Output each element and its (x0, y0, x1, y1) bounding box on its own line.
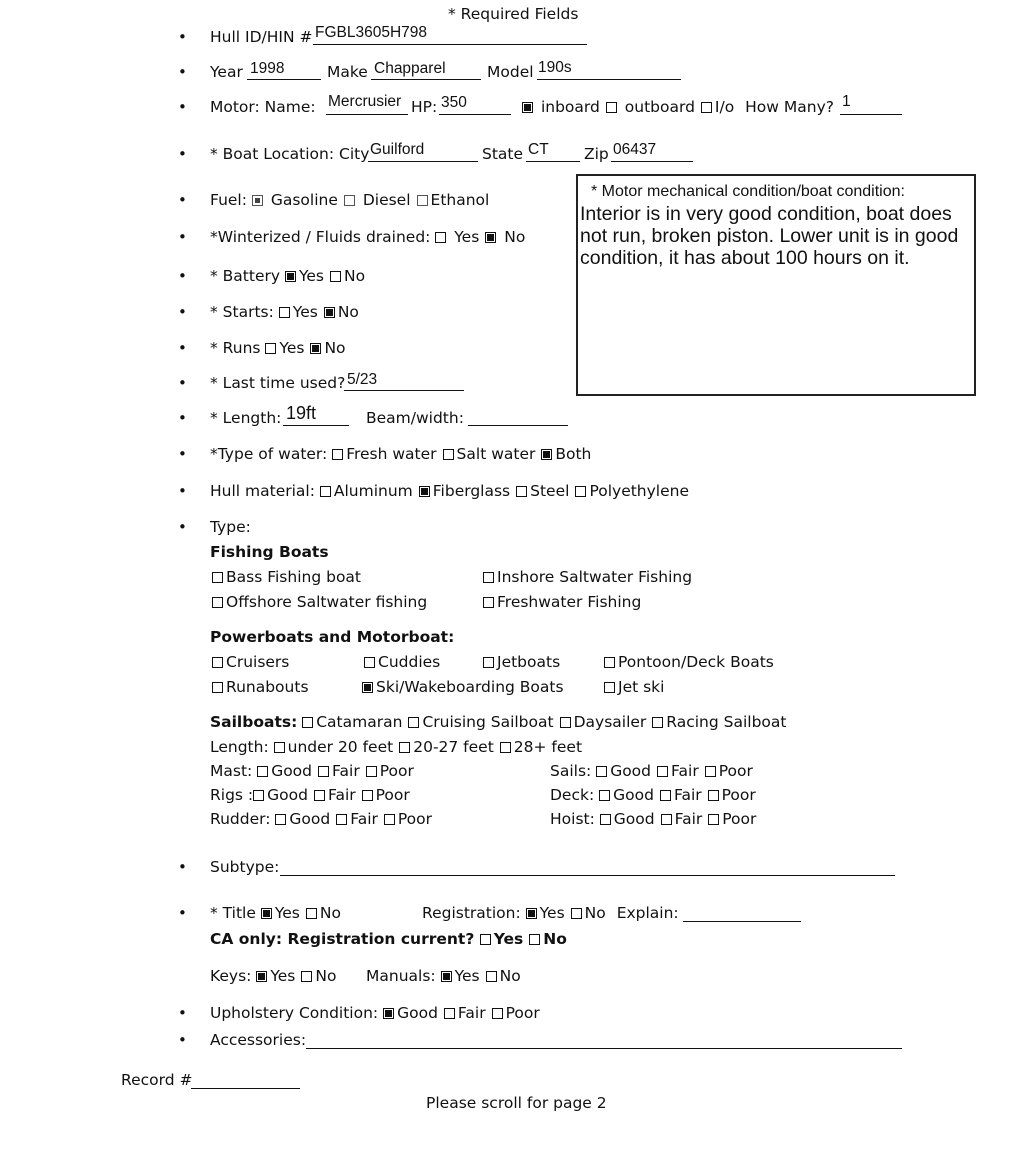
model-label: Model (487, 63, 534, 81)
last-used-value[interactable]: 5/23 (347, 371, 378, 388)
checkbox-polyethylene[interactable] (575, 486, 586, 497)
option-keys-yes[interactable]: Yes (256, 967, 295, 985)
option-winterized-yes[interactable]: Yes (435, 228, 479, 246)
checkbox-keys-no[interactable] (301, 971, 312, 982)
option-runs-no[interactable]: No (310, 339, 345, 357)
registration-row: Registration: Yes No Explain: (422, 904, 679, 922)
make-value[interactable]: Chapparel (374, 60, 446, 77)
checkbox-catamaran[interactable] (302, 717, 313, 728)
condition-box-heading: * Motor mechanical condition/boat condition: (591, 183, 905, 200)
keys-row: Keys: Yes No (210, 967, 337, 985)
motor-type-options (522, 98, 834, 116)
bullet: • (178, 482, 187, 500)
beam-label: Beam/width: (366, 409, 464, 427)
option-starts-yes[interactable]: Yes (279, 303, 318, 321)
length-value[interactable]: 19ft (286, 403, 317, 423)
hull-id-line (313, 44, 587, 45)
bullet: • (178, 303, 187, 321)
fishing-heading: Fishing Boats (210, 543, 329, 561)
last-used-label: * Last time used? (210, 374, 346, 392)
checkbox-manuals-no[interactable] (486, 971, 497, 982)
checkbox-runs-yes[interactable] (265, 343, 276, 354)
option-battery-no[interactable]: No (330, 267, 365, 285)
accessories-label: Accessories: (210, 1031, 307, 1049)
zip-label: Zip (584, 145, 609, 163)
checkbox-hoist-good[interactable] (600, 814, 611, 825)
checkbox-steel[interactable] (516, 486, 527, 497)
checkbox-rudder-poor[interactable] (384, 814, 395, 825)
zip-value[interactable]: 06437 (613, 141, 657, 158)
checkbox-cruising-sailboat[interactable] (408, 717, 419, 728)
option-daysailer[interactable]: Daysailer (560, 713, 647, 731)
bullet: • (178, 374, 187, 392)
checkbox-pontoon[interactable] (604, 657, 615, 668)
checkbox-ethanol[interactable] (417, 195, 428, 206)
make-label: Make (327, 63, 368, 81)
option-winterized-no[interactable]: No (485, 228, 525, 246)
checkbox-jet-ski[interactable] (604, 682, 615, 693)
option-manuals-no[interactable]: No (486, 967, 521, 985)
checkbox-rigs-good[interactable] (253, 790, 264, 801)
checkbox-upholstery-poor[interactable] (492, 1008, 503, 1019)
power-heading: Powerboats and Motorboat: (210, 628, 455, 646)
checkbox-ca-yes[interactable] (480, 934, 491, 945)
checkbox-freshwater-fishing[interactable] (483, 597, 494, 608)
checkbox-fresh-water[interactable] (332, 449, 343, 460)
option-20-27[interactable]: 20-27 feet (399, 738, 494, 756)
bullet: • (178, 98, 187, 116)
motor-name-label: Motor: Name: (210, 98, 316, 116)
hp-value[interactable]: 350 (441, 94, 467, 111)
checkbox-manuals-yes[interactable] (441, 971, 452, 982)
how-many-label: How Many? (745, 98, 834, 116)
condition-rudder: Rudder: Good Fair Poor (210, 810, 433, 828)
option-upholstery-fair[interactable]: Fair (444, 1004, 486, 1022)
checkbox-deck-good[interactable] (599, 790, 610, 801)
option-both[interactable]: Both (541, 445, 591, 463)
sailboats-row: Sailboats: Catamaran Cruising Sailboat Daysailer Racing Sailboat (210, 713, 787, 731)
checkbox-sails-fair[interactable] (657, 766, 668, 777)
hp-line (439, 114, 511, 115)
bullet: • (178, 63, 187, 81)
power-option[interactable]: Jetboats (483, 653, 560, 671)
option-outboard[interactable]: outboard (606, 98, 695, 116)
bullet: • (178, 339, 187, 357)
checkbox-keys-yes[interactable] (256, 971, 267, 982)
checkbox-both[interactable] (541, 449, 552, 460)
bullet: • (178, 267, 187, 285)
state-line (526, 161, 580, 162)
checkbox-under-20[interactable] (274, 742, 285, 753)
model-line (537, 79, 681, 80)
manuals-row: Manuals: Yes No (366, 967, 521, 985)
ca-only-row: CA only: Registration current? Yes No (210, 930, 567, 948)
fishing-option[interactable]: Bass Fishing boat (212, 568, 361, 586)
option-io[interactable]: I/o (701, 98, 734, 116)
zip-line (611, 161, 693, 162)
state-label: State (482, 145, 524, 163)
hp-label: HP: (411, 98, 438, 116)
fishing-option[interactable]: Inshore Saltwater Fishing (483, 568, 692, 586)
option-gasoline[interactable]: Gasoline (252, 191, 338, 209)
checkbox-hoist-poor[interactable] (708, 814, 719, 825)
scroll-note: Please scroll for page 2 (426, 1094, 607, 1112)
power-option[interactable]: Jet ski (604, 678, 664, 696)
length-line (283, 425, 349, 426)
checkbox-20-27[interactable] (399, 742, 410, 753)
bullet: • (178, 145, 187, 163)
record-label: Record # (121, 1071, 193, 1089)
checkbox-racing-sailboat[interactable] (652, 717, 663, 728)
checkbox-upholstery-fair[interactable] (444, 1008, 455, 1019)
sail-length-row: Length: under 20 feet 20-27 feet 28+ feet (210, 738, 583, 756)
condition-sails: Sails: Good Fair Poor (550, 762, 753, 780)
checkbox-diesel[interactable] (344, 195, 355, 206)
checkbox-ca-no[interactable] (529, 934, 540, 945)
option-salt-water[interactable]: Salt water (443, 445, 536, 463)
option-diesel[interactable]: Diesel (344, 191, 411, 209)
option-runs-yes[interactable]: Yes (265, 339, 304, 357)
subtype-line (280, 875, 895, 876)
bullet: • (178, 409, 187, 427)
year-line (247, 79, 321, 80)
checkbox-winterized-yes[interactable] (435, 232, 446, 243)
hull-material-row: Hull material: Aluminum Fiberglass Steel Polyethylene (210, 482, 690, 500)
option-starts-no[interactable]: No (324, 303, 359, 321)
checkbox-battery-no[interactable] (330, 271, 341, 282)
checkbox-rudder-fair[interactable] (336, 814, 347, 825)
option-registration-yes[interactable]: Yes (526, 904, 565, 922)
option-fresh-water[interactable]: Fresh water (332, 445, 436, 463)
checkbox-title-no[interactable] (306, 908, 317, 919)
option-ca-no[interactable]: No (529, 930, 567, 948)
checkbox-starts-yes[interactable] (279, 307, 290, 318)
bullet: • (178, 1004, 187, 1022)
checkbox-sails-good[interactable] (596, 766, 607, 777)
checkbox-fiberglass[interactable] (419, 486, 430, 497)
how-many-line (840, 114, 902, 115)
power-option[interactable]: Pontoon/Deck Boats (604, 653, 774, 671)
checkbox-winterized-no[interactable] (485, 232, 496, 243)
required-fields-note: * Required Fields (448, 5, 579, 23)
year-label: Year (210, 63, 243, 81)
option-polyethylene[interactable]: Polyethylene (575, 482, 689, 500)
last-used-line (344, 390, 464, 391)
title-row: * Title Yes No (210, 904, 341, 922)
checkbox-io[interactable] (701, 102, 712, 113)
bullet: • (178, 228, 187, 246)
checkbox-offshore-saltwater[interactable] (212, 597, 223, 608)
checkbox-inboard[interactable] (522, 102, 533, 113)
checkbox-starts-no[interactable] (324, 307, 335, 318)
city-line (368, 161, 478, 162)
option-title-yes[interactable]: Yes (261, 904, 300, 922)
checkbox-salt-water[interactable] (443, 449, 454, 460)
checkbox-mast-fair[interactable] (318, 766, 329, 777)
option-title-no[interactable]: No (306, 904, 341, 922)
bullet: • (178, 445, 187, 463)
accessories-line (306, 1048, 902, 1049)
bullet: • (178, 904, 187, 922)
option-upholstery-poor[interactable]: Poor (492, 1004, 540, 1022)
checkbox-deck-fair[interactable] (660, 790, 671, 801)
condition-rigs: Rigs : Good Fair Poor (210, 786, 410, 804)
make-line (371, 79, 481, 80)
option-manuals-yes[interactable]: Yes (441, 967, 480, 985)
checkbox-registration-no[interactable] (571, 908, 582, 919)
checkbox-outboard[interactable] (606, 102, 617, 113)
condition-box[interactable] (576, 174, 976, 396)
water-row: *Type of water: Fresh water Salt water Both (210, 445, 592, 463)
option-fiberglass[interactable]: Fiberglass (419, 482, 510, 500)
how-many-value[interactable]: 1 (842, 93, 851, 110)
checkbox-gasoline[interactable] (252, 195, 263, 206)
type-label: Type: (210, 518, 251, 536)
checkbox-daysailer[interactable] (560, 717, 571, 728)
checkbox-title-yes[interactable] (261, 908, 272, 919)
motor-name-line (326, 114, 408, 115)
checkbox-cruisers[interactable] (212, 657, 223, 668)
fishing-option[interactable]: Offshore Saltwater fishing (212, 593, 427, 611)
city-label: * Boat Location: City (210, 145, 370, 163)
battery-row: * Battery Yes No (210, 267, 366, 285)
runs-row: * Runs Yes No (210, 339, 346, 357)
year-value[interactable]: 1998 (250, 60, 285, 77)
option-cruising-sailboat[interactable]: Cruising Sailboat (408, 713, 553, 731)
checkbox-rigs-poor[interactable] (362, 790, 373, 801)
city-value[interactable]: Guilford (370, 141, 425, 158)
starts-row: * Starts: Yes No (210, 303, 359, 321)
condition-hoist: Hoist: Good Fair Poor (550, 810, 757, 828)
model-value[interactable]: 190s (538, 59, 572, 76)
bullet: • (178, 518, 187, 536)
checkbox-hoist-fair[interactable] (661, 814, 672, 825)
option-racing-sailboat[interactable]: Racing Sailboat (652, 713, 786, 731)
option-ethanol[interactable]: Ethanol (417, 191, 490, 209)
option-aluminum[interactable]: Aluminum (320, 482, 413, 500)
explain-line (683, 921, 801, 922)
checkbox-upholstery-good[interactable] (383, 1008, 394, 1019)
bullet: • (178, 191, 187, 209)
hull-id-value[interactable]: FGBL3605H798 (315, 24, 428, 41)
power-option[interactable]: Runabouts (212, 678, 309, 696)
power-option[interactable]: Cruisers (212, 653, 289, 671)
checkbox-ski-wakeboarding[interactable] (362, 682, 373, 693)
bullet: • (178, 1031, 187, 1049)
checkbox-mast-good[interactable] (257, 766, 268, 777)
checkbox-sails-poor[interactable] (705, 766, 716, 777)
checkbox-inshore-saltwater[interactable] (483, 572, 494, 583)
checkbox-runabouts[interactable] (212, 682, 223, 693)
upholstery-row: Upholstery Condition: Good Fair Poor (210, 1004, 540, 1022)
length-label: * Length: (210, 409, 282, 427)
option-battery-yes[interactable]: Yes (285, 267, 324, 285)
option-catamaran[interactable]: Catamaran (302, 713, 402, 731)
fishing-option[interactable]: Freshwater Fishing (483, 593, 641, 611)
option-steel[interactable]: Steel (516, 482, 569, 500)
option-upholstery-good[interactable]: Good (383, 1004, 438, 1022)
checkbox-bass-fishing[interactable] (212, 572, 223, 583)
fuel-row: Fuel: Gasoline Diesel Ethanol (210, 191, 490, 209)
bullet: • (178, 858, 187, 876)
checkbox-mast-poor[interactable] (366, 766, 377, 777)
condition-deck: Deck: Good Fair Poor (550, 786, 756, 804)
option-ca-yes[interactable]: Yes (480, 930, 524, 948)
condition-box-text[interactable]: Interior is in very good condition, boat does not run, broken piston. Lower unit is in good condition, it has about 100 hours on it. (580, 203, 959, 269)
checkbox-deck-poor[interactable] (708, 790, 719, 801)
winterized-row: *Winterized / Fluids drained: Yes No (210, 228, 526, 246)
power-option[interactable]: Ski/Wakeboarding Boats (362, 678, 564, 696)
power-option[interactable]: Cuddies (364, 653, 440, 671)
hull-id-label: Hull ID/HIN # (210, 28, 313, 46)
record-line (191, 1088, 300, 1089)
explain-label: Explain: (616, 904, 679, 922)
checkbox-aluminum[interactable] (320, 486, 331, 497)
checkbox-rudder-good[interactable] (275, 814, 286, 825)
checkbox-battery-yes[interactable] (285, 271, 296, 282)
checkbox-rigs-fair[interactable] (314, 790, 325, 801)
state-value[interactable]: CT (528, 141, 549, 158)
checkbox-registration-yes[interactable] (526, 908, 537, 919)
option-keys-no[interactable]: No (301, 967, 336, 985)
beam-line (468, 425, 568, 426)
checkbox-jetboats[interactable] (483, 657, 494, 668)
bullet: • (178, 28, 187, 46)
checkbox-28-plus[interactable] (500, 742, 511, 753)
condition-mast: Mast: Good Fair Poor (210, 762, 414, 780)
subtype-label: Subtype: (210, 858, 280, 876)
checkbox-runs-no[interactable] (310, 343, 321, 354)
option-inboard[interactable]: inboard (522, 98, 600, 116)
option-under-20[interactable]: under 20 feet (274, 738, 394, 756)
checkbox-cuddies[interactable] (364, 657, 375, 668)
option-28-plus[interactable]: 28+ feet (500, 738, 582, 756)
option-registration-no[interactable]: No (571, 904, 606, 922)
motor-name-value[interactable]: Mercrusier (328, 93, 402, 110)
